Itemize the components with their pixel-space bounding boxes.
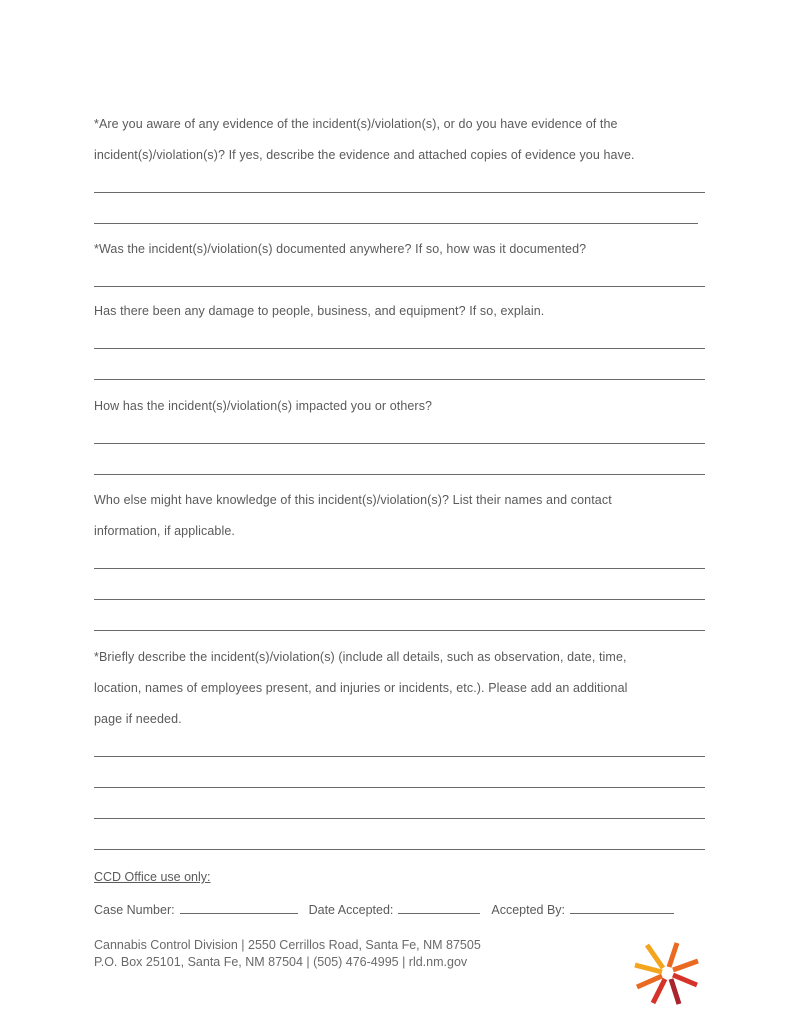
office-use-heading: CCD Office use only:: [94, 870, 211, 884]
question-describe-line2: location, names of employees present, and injuries or incidents, etc.). Please add an additional: [94, 681, 628, 695]
accepted-by-field[interactable]: [570, 901, 674, 914]
question-describe-line3: page if needed.: [94, 712, 182, 726]
answer-line-describe-2[interactable]: [94, 787, 705, 788]
question-evidence-line1: *Are you aware of any evidence of the incident(s)/violation(s), or do you have evidence of the: [94, 117, 618, 131]
question-documented: *Was the incident(s)/violation(s) documented anywhere? If so, how was it documented?: [94, 242, 587, 256]
logo-ray-6: [673, 975, 697, 985]
accepted-by-label: Accepted By:: [491, 903, 566, 917]
answer-line-knowledge-2[interactable]: [94, 599, 705, 600]
logo-ray-3: [637, 976, 662, 987]
answer-line-describe-3[interactable]: [94, 818, 705, 819]
question-knowledge-line1: Who else might have knowledge of this incident(s)/violation(s)? List their names and contact: [94, 493, 612, 507]
ccd-logo-icon: [632, 940, 702, 1006]
answer-line-knowledge-3[interactable]: [94, 630, 705, 631]
question-damage: Has there been any damage to people, business, and equipment? If so, explain.: [94, 304, 545, 318]
logo-ray-7: [673, 961, 698, 970]
logo-ray-2: [635, 965, 662, 972]
logo-ray-1: [647, 945, 663, 968]
date-accepted-label: Date Accepted:: [308, 903, 394, 917]
answer-line-evidence-2[interactable]: [94, 223, 698, 224]
answer-line-impact-2[interactable]: [94, 474, 705, 475]
question-describe-line1: *Briefly describe the incident(s)/violation(s) (include all details, such as observation, date, time,: [94, 650, 627, 664]
footer-address-line2: P.O. Box 25101, Santa Fe, NM 87504 | (505) 476-4995 | rld.nm.gov: [94, 955, 468, 969]
answer-line-damage-2[interactable]: [94, 379, 705, 380]
answer-line-evidence-1[interactable]: [94, 192, 705, 193]
case-number-label: Case Number:: [94, 903, 175, 917]
answer-line-knowledge-1[interactable]: [94, 568, 705, 569]
answer-line-describe-4[interactable]: [94, 849, 705, 850]
office-use-fields: [94, 901, 674, 917]
question-knowledge-line2: information, if applicable.: [94, 524, 235, 538]
logo-ray-8: [669, 943, 677, 967]
answer-line-documented-1[interactable]: [94, 286, 705, 287]
question-impact: How has the incident(s)/violation(s) impacted you or others?: [94, 399, 433, 413]
answer-line-impact-1[interactable]: [94, 443, 705, 444]
answer-line-describe-1[interactable]: [94, 756, 705, 757]
date-accepted-field[interactable]: [398, 901, 480, 914]
answer-line-damage-1[interactable]: [94, 348, 705, 349]
logo-ray-5: [671, 979, 679, 1004]
footer-address-line1: Cannabis Control Division | 2550 Cerrillos Road, Santa Fe, NM 87505: [94, 938, 481, 952]
case-number-field[interactable]: [180, 901, 298, 914]
logo-ray-4: [653, 979, 665, 1003]
question-evidence-line2: incident(s)/violation(s)? If yes, describe the evidence and attached copies of evidence you have.: [94, 148, 635, 162]
